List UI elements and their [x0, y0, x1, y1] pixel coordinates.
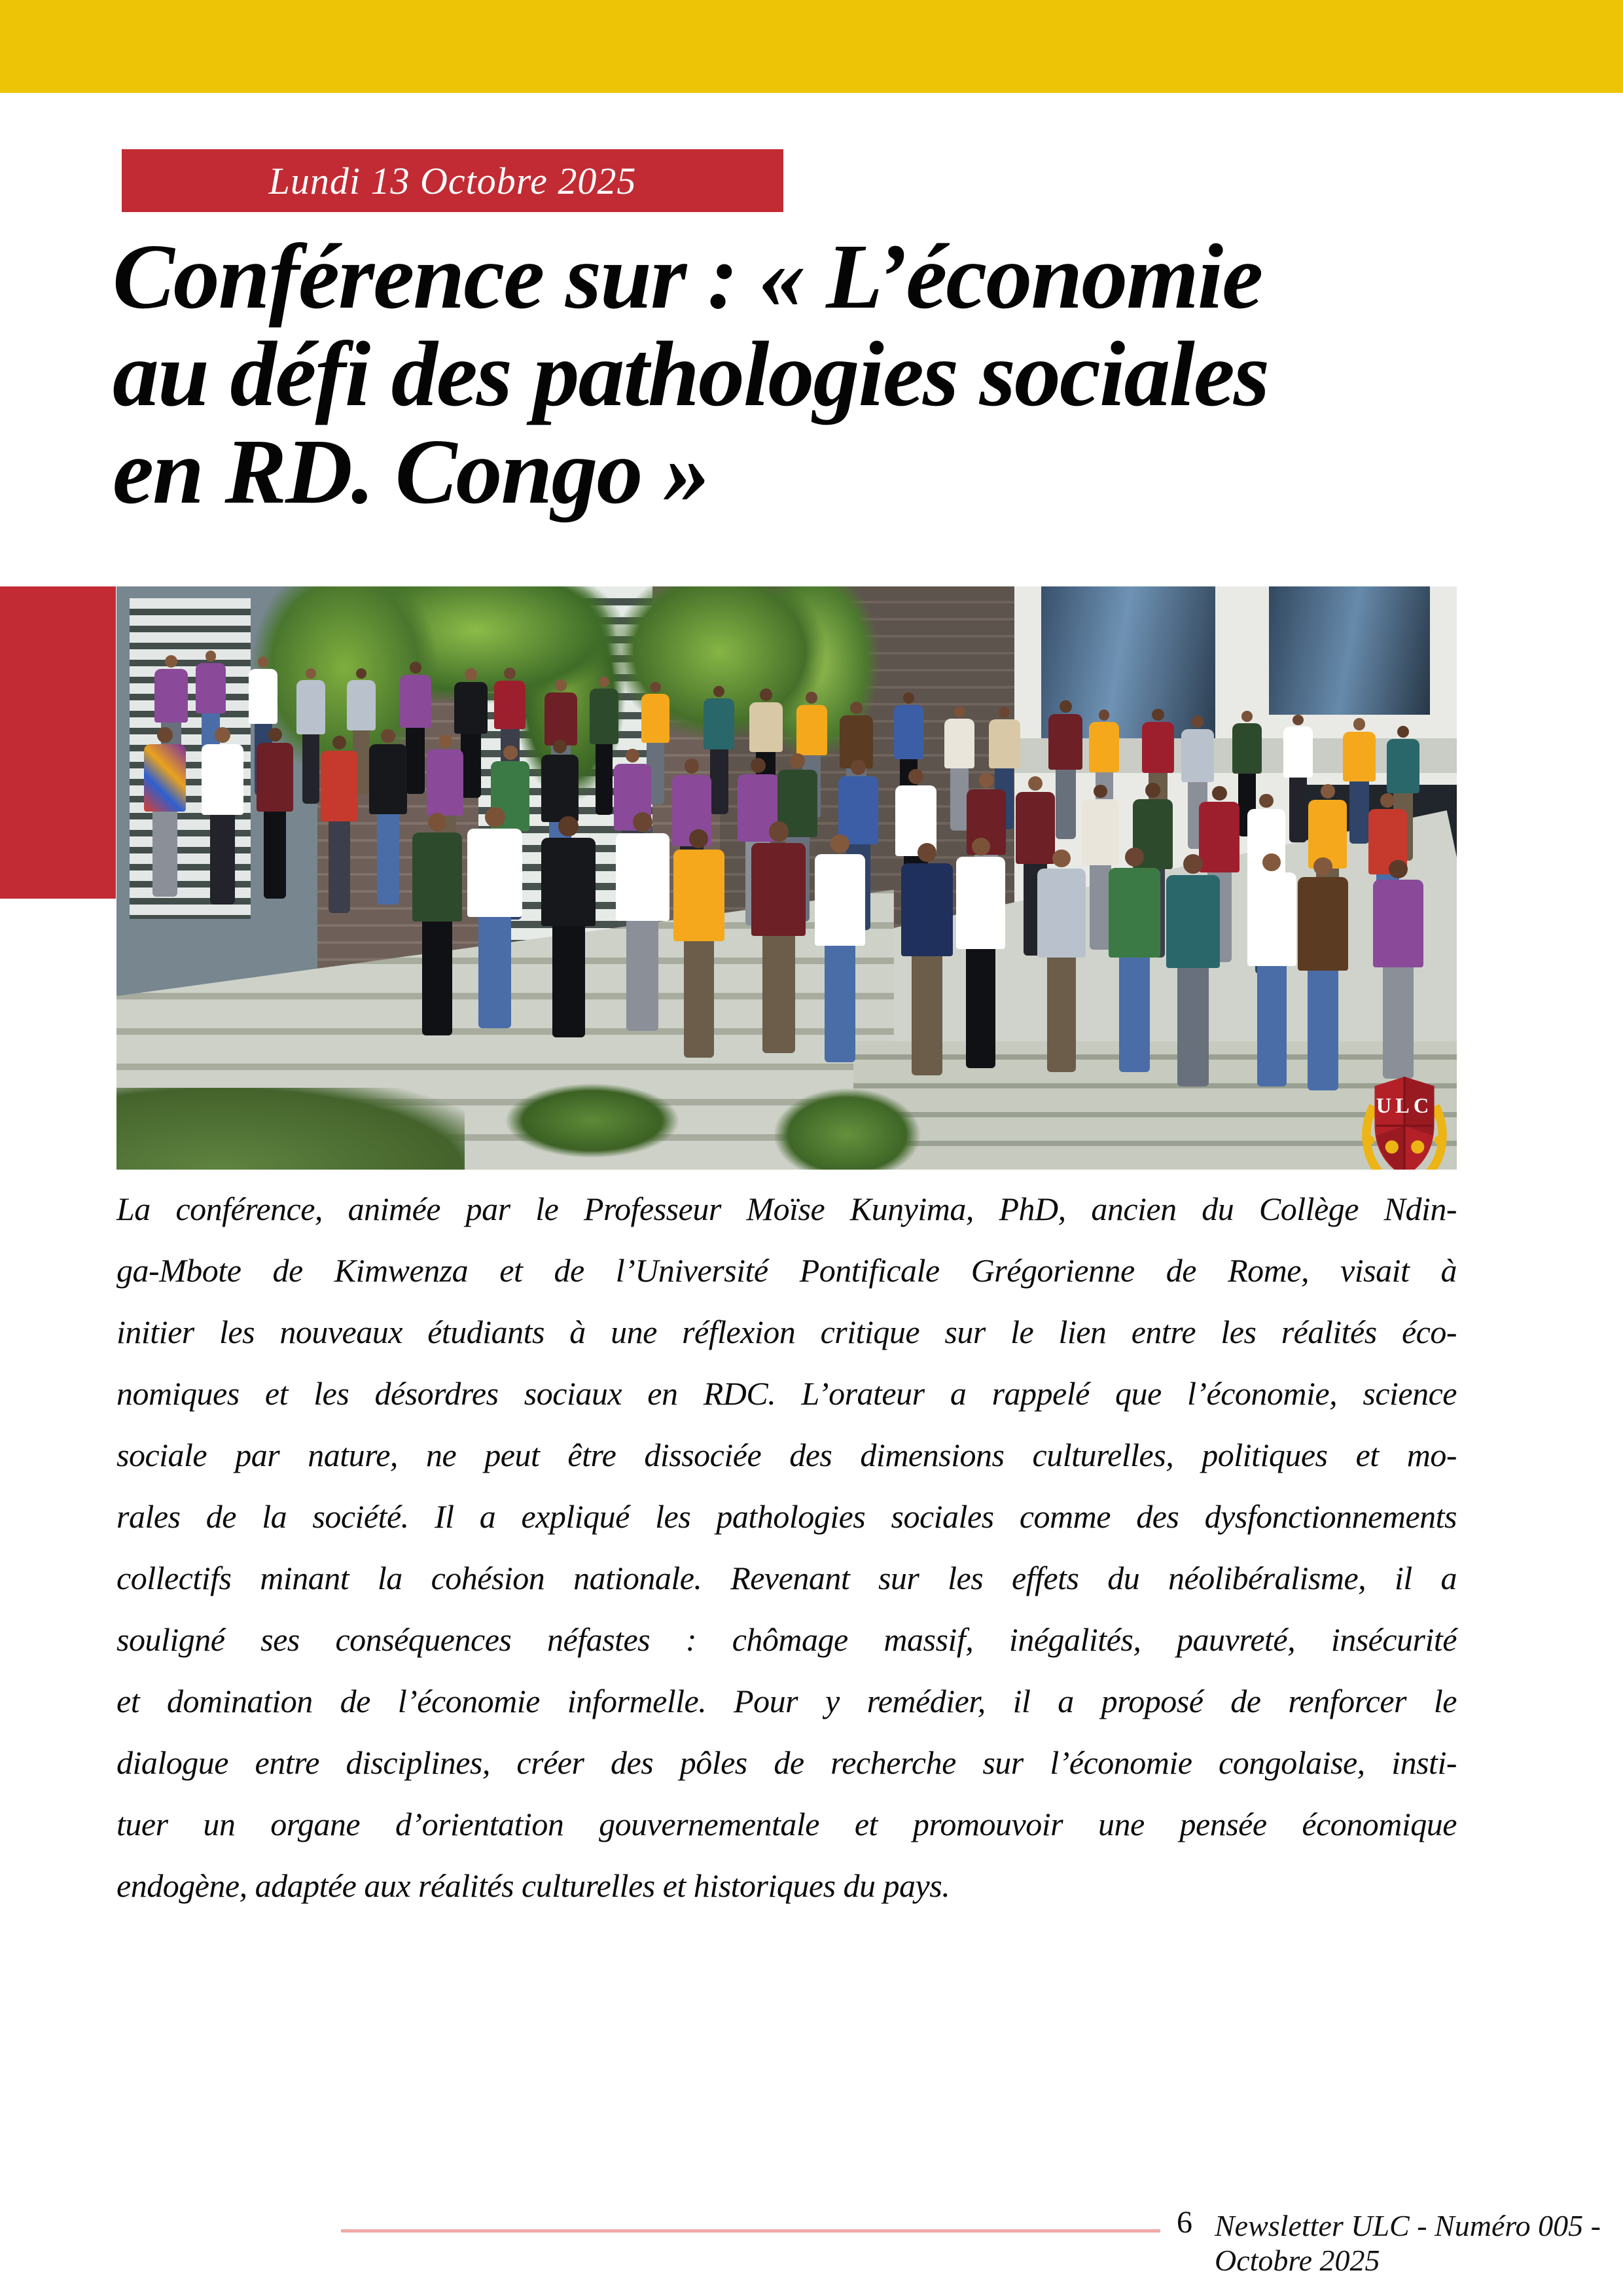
headline [113, 224, 1500, 523]
person-figure [465, 807, 525, 1028]
top-accent-bar [0, 0, 1623, 93]
article-line: sociale par nature, ne peut être dissociée des dimensions culturelles, politiques et mo- [116, 1437, 1457, 1473]
date-banner-label: Lundi 13 Octobre 2025 [268, 159, 637, 202]
article-line: initier les nouveaux étudiants à une réflexion critique sur le lien entre les réalités éco- [116, 1314, 1457, 1350]
person-figure [812, 834, 867, 1063]
person-figure [255, 728, 294, 899]
person-figure [613, 812, 671, 1031]
headline-line: Conférence sur : « L’économie [113, 224, 1262, 328]
person-figure [410, 813, 464, 1035]
person-figure [200, 727, 245, 905]
person-figure [954, 838, 1008, 1069]
person-figure [367, 729, 408, 905]
article-line: ga-Mbote de Kimwenza et de l’Université Pontificale Grégorienne de Rome, visait à [116, 1252, 1457, 1289]
person-figure [1035, 850, 1088, 1072]
article-line: collectifs minant la cohésion nationale. Revenant sur les effets du néolibéralisme, il a [116, 1560, 1457, 1596]
person-figure [319, 736, 359, 913]
article-line: souligné ses conséquences néfastes : chômage massif, inégalités, pauvreté, insécurité [116, 1621, 1457, 1658]
photo-shrub [774, 1065, 921, 1170]
headline-line: au défi des pathologies sociales [113, 322, 1269, 425]
date-banner [122, 149, 783, 212]
article-line: nomiques et les désordres sociaux en RDC. L’orateur a rappelé que l’économie, science [116, 1375, 1457, 1412]
page-number: 6 [1177, 2205, 1192, 2240]
article-line: La conférence, animée par le Professeur Moïse Kunyima, PhD, ancien du Collège Ndin- [116, 1191, 1457, 1227]
person-figure [749, 821, 808, 1053]
person-figure [1245, 853, 1298, 1087]
footer-rule [341, 2229, 1160, 2233]
person-figure [539, 816, 599, 1037]
person-figure [1107, 848, 1163, 1072]
article-line: tuer un organe d’orientation gouvernementale et promouvoir une pensée économique [116, 1806, 1457, 1842]
photo-shrub [505, 1065, 679, 1158]
person-figure [1164, 854, 1222, 1086]
person-figure [899, 843, 955, 1076]
person-figure [1370, 860, 1425, 1079]
ulc-shield-logo [1361, 1067, 1448, 1170]
headline-line: en RD. Congo » [113, 420, 709, 523]
person-figure [1295, 857, 1350, 1091]
article-line: dialogue entre disciplines, créer des pôles de recherche sur l’économie congolaise, insti- [116, 1744, 1457, 1781]
footer-text: Newsletter ULC - Numéro 005 - Octobre 2025 [1215, 2209, 1601, 2277]
person-figure [671, 829, 726, 1058]
conference-photo [116, 586, 1457, 1170]
article-body [116, 1178, 1457, 1916]
ulc-logo-text: ULC [1376, 1094, 1433, 1118]
article-line: rales de la société. Il a expliqué les pathologies sociales comme des dysfonctionnements [116, 1498, 1457, 1535]
article-line: et domination de l’économie informelle. Pour y remédier, il a proposé de renforcer le [116, 1683, 1457, 1719]
person-figure [142, 727, 188, 897]
article-line: endogène, adaptée aux réalités culturelles et historiques du pays. [116, 1867, 950, 1904]
left-accent-block [0, 586, 116, 899]
